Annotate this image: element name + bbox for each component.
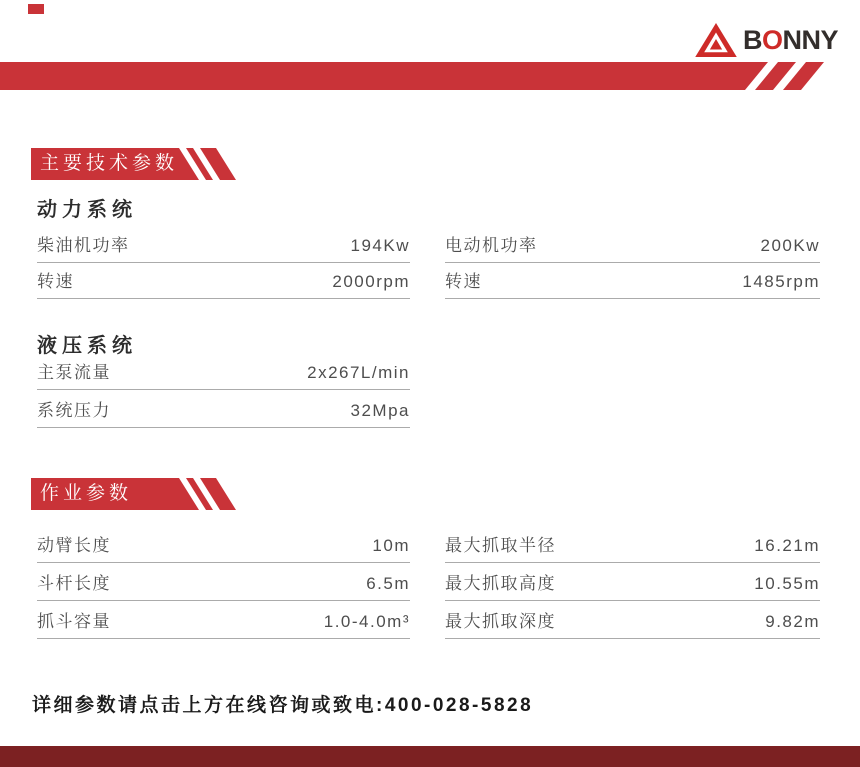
spec-value: 10.55m	[754, 574, 820, 593]
spec-label: 转速	[445, 272, 482, 291]
table-row	[37, 352, 410, 390]
brand-wordmark	[743, 23, 838, 57]
spec-value: 1.0-4.0m³	[323, 612, 410, 631]
section-banner-main-params	[31, 148, 236, 180]
heading-hydraulic-system: 液压系统	[37, 335, 137, 357]
spec-label: 系统压力	[37, 401, 111, 420]
top-ribbon-stripes-icon	[0, 62, 860, 90]
work-table-left	[37, 525, 410, 639]
top-left-accent-block	[28, 4, 44, 14]
table-row	[37, 227, 410, 263]
banner-title-work-params: 作业参数	[40, 483, 133, 504]
bonny-logo	[695, 22, 838, 58]
spec-value: 6.5m	[366, 574, 410, 593]
heading-power-system: 动力系统	[37, 199, 137, 221]
table-row	[445, 525, 820, 563]
spec-value: 200Kw	[760, 236, 820, 255]
top-ribbon	[0, 62, 860, 90]
table-row	[445, 263, 820, 299]
power-table-right	[445, 227, 820, 299]
spec-label: 最大抓取高度	[445, 574, 556, 593]
power-table-left	[37, 227, 410, 299]
table-row	[37, 563, 410, 601]
table-row	[37, 263, 410, 299]
spec-value: 2x267L/min	[307, 363, 410, 382]
spec-label: 最大抓取深度	[445, 612, 556, 631]
spec-label: 电动机功率	[445, 236, 538, 255]
spec-label: 主泵流量	[37, 363, 111, 382]
contact-note: 详细参数请点击上方在线咨询或致电:400-028-5828	[32, 695, 534, 716]
hydraulic-table	[37, 352, 410, 428]
spec-value: 10m	[372, 536, 410, 555]
wordmark-rest: NNY	[782, 25, 839, 55]
spec-label: 抓斗容量	[37, 612, 111, 631]
spec-value: 2000rpm	[332, 272, 410, 291]
banner-title-main-params: 主要技术参数	[40, 153, 179, 174]
spec-label: 转速	[37, 272, 74, 291]
spec-label: 斗杆长度	[37, 574, 111, 593]
table-row	[445, 227, 820, 263]
footer-bar	[0, 746, 860, 767]
spec-value: 1485rpm	[742, 272, 820, 291]
section-banner-work-params	[31, 478, 236, 510]
spec-value: 16.21m	[754, 536, 820, 555]
table-row	[445, 563, 820, 601]
spec-label: 最大抓取半径	[445, 536, 556, 555]
spec-value: 194Kw	[350, 236, 410, 255]
spec-label: 动臂长度	[37, 536, 111, 555]
table-row	[37, 390, 410, 428]
table-row	[445, 601, 820, 639]
spec-value: 32Mpa	[350, 401, 410, 420]
spec-label: 柴油机功率	[37, 236, 130, 255]
work-table-right	[445, 525, 820, 639]
table-row	[37, 525, 410, 563]
wordmark-o: O	[762, 25, 783, 55]
bonny-triangle-icon	[695, 23, 737, 57]
wordmark-b: B	[743, 25, 762, 55]
table-row	[37, 601, 410, 639]
spec-value: 9.82m	[765, 612, 820, 631]
